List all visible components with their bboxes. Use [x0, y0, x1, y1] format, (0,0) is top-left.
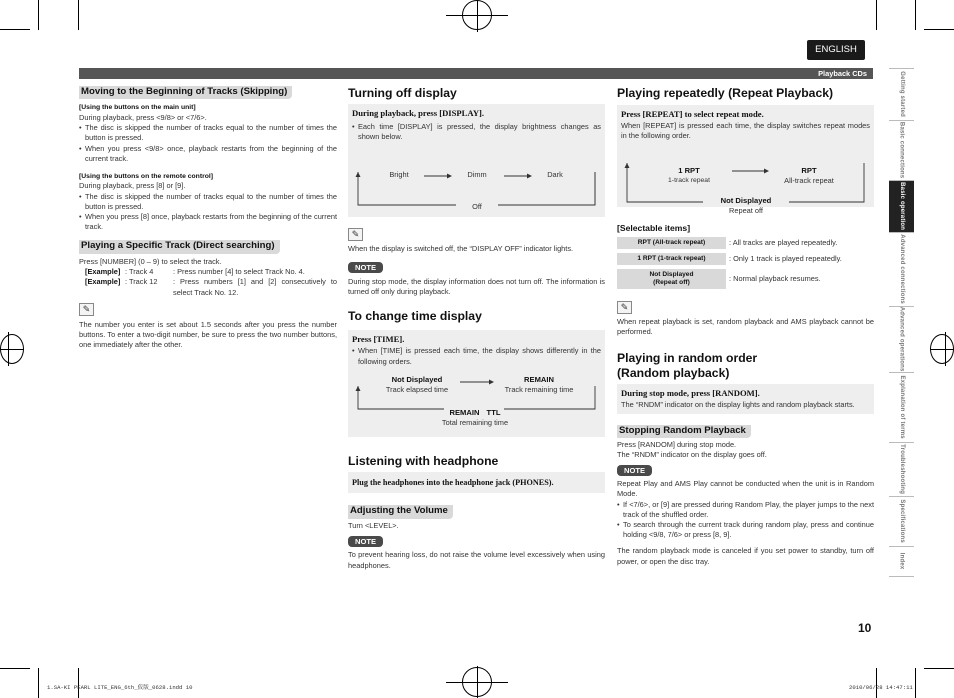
dimm-label: Dimm — [467, 170, 487, 180]
turnoff-box-bullet: • Each time [DISPLAY] is pressed, the display brightness changes as shown below. — [352, 122, 601, 142]
crop-mark — [0, 29, 30, 30]
example-track: : Track 4 — [125, 267, 154, 277]
side-tab-label: Explanation of terms — [898, 375, 905, 440]
random-note-bullet-1: • If <7/6>, or [9] are pressed during Random Play, the player jumps to the next track of the shuffled order. — [617, 500, 874, 520]
right-column — [617, 86, 874, 567]
headphone-title: Listening with headphone — [348, 453, 499, 468]
crop-mark — [915, 668, 916, 698]
side-tab-label: Getting started — [898, 71, 905, 118]
repeat-box-heading: Press [REPEAT] to select repeat mode. — [621, 109, 764, 120]
time-box-bullet: • When [TIME] is pressed each time, the display shows differently in the following orders. — [352, 346, 601, 366]
selectable-row-3 — [617, 269, 874, 289]
remote-line: During playback, press [8] or [9]. — [79, 181, 186, 191]
turnoff-box-heading: During playback, press [DISPLAY]. — [352, 108, 485, 119]
volume-title: Adjusting the Volume — [348, 505, 453, 518]
selectable-desc: : All tracks are played repeatedly. — [729, 237, 838, 247]
crop-mark — [876, 668, 877, 698]
registration-mark — [477, 666, 478, 698]
selectable-desc: : Normal playback resumes. — [729, 273, 821, 283]
elapsed-label: Track elapsed time — [385, 384, 449, 394]
main-unit-bullet-2: • When you press <9/8> once, playback restarts from the beginning of the current track. — [79, 144, 337, 164]
turnoff-title: Turning off display — [348, 86, 457, 100]
example-2 — [79, 277, 337, 297]
registration-mark — [945, 332, 946, 366]
bright-label: Bright — [389, 170, 409, 180]
crop-mark — [78, 0, 79, 30]
note-badge: NOTE — [348, 536, 383, 547]
remaining-label: Track remaining time — [504, 384, 574, 394]
side-tab-basic-operation[interactable] — [889, 181, 914, 233]
footer-timestamp: 2010/06/28 14:47:11 — [849, 684, 913, 691]
repeat-title: Playing repeatedly (Repeat Playback) — [617, 86, 834, 100]
side-tab-getting-started[interactable] — [889, 69, 914, 121]
time-box-heading: Press [TIME]. — [352, 333, 405, 344]
side-tab-label: Index — [898, 553, 905, 570]
side-tab-basic-connections[interactable] — [889, 121, 914, 181]
volume-line: Turn <LEVEL>. — [348, 520, 399, 530]
volume-note: To prevent hearing loss, do not raise the volume level excessively when using headphones. — [348, 550, 605, 570]
note-badge: NOTE — [348, 262, 383, 273]
note-badge: NOTE — [617, 465, 652, 476]
headphone-box-text: Plug the headphones into the headphone jack (PHONES). — [352, 477, 554, 487]
registration-mark — [8, 332, 9, 366]
total-remaining-label: Total remaining time — [441, 417, 509, 427]
selectable-row-1 — [617, 237, 874, 249]
page-number: 10 — [858, 621, 872, 635]
selectable-desc: : Only 1 track is played repeatedly. — [729, 253, 842, 263]
example-action: : Press number [4] to select Track No. 4. — [173, 267, 305, 277]
side-tab-explanation-of-terms[interactable] — [889, 373, 914, 443]
crop-mark — [876, 0, 877, 30]
random-box-text: The “RNDM” indicator on the display lights and random playback starts. — [621, 399, 855, 409]
section-bar — [79, 68, 873, 79]
example-1 — [79, 267, 337, 277]
footer-file-info: 1.SA-KI PEARL LITE_ENG_6th_仮版_0628.indd 10 — [47, 684, 193, 691]
pencil-icon: ✎ — [617, 301, 632, 314]
left-column — [79, 86, 337, 350]
main-unit-heading: [Using the buttons on the main unit] — [79, 104, 196, 112]
section-bar-label: Playback CDs — [818, 69, 867, 78]
side-tab-advanced-operations[interactable] — [889, 307, 914, 373]
side-tab-label: Troubleshooting — [898, 444, 905, 495]
headphone-box — [348, 472, 605, 493]
example-action: : Press numbers [1] and [2] consecutively to select Track No. 12. — [173, 277, 337, 297]
direct-title: Playing a Specific Track (Direct searching) — [79, 240, 280, 253]
side-tab-specifications[interactable] — [889, 497, 914, 547]
repeat-tip: When repeat playback is set, random playback and AMS playback cannot be performed. — [617, 316, 874, 336]
rpt-sub-label: All-track repeat — [784, 176, 834, 186]
selectable-tag: 1 RPT (1-track repeat) — [617, 253, 726, 265]
rpt-label: RPT — [801, 166, 817, 176]
registration-mark — [0, 349, 24, 350]
registration-mark — [930, 349, 954, 350]
turnoff-note: During stop mode, the display information does not turn off. The information is turned off only during playback. — [348, 276, 605, 297]
remote-heading: [Using the buttons on the remote control] — [79, 172, 214, 180]
side-tab-label: Basic connections — [898, 122, 905, 179]
stop-random-title: Stopping Random Playback — [617, 425, 751, 438]
random-note: Repeat Play and AMS Play cannot be conducted when the unit is in Random Mode. — [617, 479, 874, 499]
middle-column — [348, 86, 605, 571]
repeat-box — [617, 105, 874, 216]
random-box-heading: During stop mode, press [RANDOM]. — [621, 387, 760, 398]
skip-title: Moving to the Beginning of Tracks (Skipping) — [79, 86, 292, 99]
rpt1-sub-label: 1-track repeat — [668, 177, 710, 185]
time-title: To change time display — [348, 309, 482, 324]
crop-mark — [0, 668, 30, 669]
example-track: : Track 12 — [125, 277, 158, 287]
pencil-icon: ✎ — [348, 228, 363, 241]
repeat-box-text: When [REPEAT] is pressed each time, the display switches repeat modes in the following order. — [621, 121, 870, 141]
random-box — [617, 384, 874, 414]
direct-tip: The number you enter is set about 1.5 seconds after you press the number buttons. To enter a two-digit number, be sure to press the two number buttons, one immediately after the other. — [79, 319, 337, 350]
dark-label: Dark — [547, 170, 563, 180]
pencil-icon: ✎ — [79, 303, 94, 316]
side-tab-label: Specifications — [898, 499, 905, 544]
turnoff-tip: When the display is switched off, the “DISPLAY OFF” indicator lights. — [348, 244, 574, 254]
random-title-1: Playing in random order — [617, 351, 758, 366]
remain-label: REMAIN — [524, 374, 554, 384]
crop-mark — [924, 29, 954, 30]
language-tab[interactable]: ENGLISH — [807, 40, 865, 60]
random-note-bullet-2: • To search through the current track during random play, press and continue holding <9/8, 7/6> or press [8, 9]. — [617, 520, 874, 540]
side-tab-label: Advanced operations — [898, 307, 905, 372]
selectable-tag: RPT (All-track repeat) — [617, 237, 726, 249]
side-tab-label: Basic operation — [898, 182, 905, 231]
rpt1-label: 1 RPT — [678, 166, 700, 176]
turnoff-box — [348, 104, 605, 217]
remote-bullet-2: • When you press [8] once, playback restarts from the beginning of the current track. — [79, 212, 337, 232]
side-tab-troubleshooting[interactable] — [889, 443, 914, 497]
selectable-tag: Not Displayed (Repeat off) — [617, 269, 726, 289]
selectable-row-2 — [617, 253, 874, 265]
time-box — [348, 330, 605, 437]
main-unit-bullet-1: • The disc is skipped the number of tracks equal to the number of times the button is pressed. — [79, 123, 337, 143]
crop-mark — [924, 668, 954, 669]
random-title-2: (Random playback) — [617, 366, 730, 381]
remain-ttl-label: REMAIN TTL — [449, 407, 501, 417]
selectable-heading: [Selectable items] — [617, 223, 691, 234]
side-tab-label: Advanced connections — [898, 234, 905, 305]
repeat-off-sub-label: Repeat off — [729, 206, 763, 216]
off-label: Off — [456, 202, 498, 212]
main-unit-line: During playback, press <9/8> or <7/6>. — [79, 112, 207, 122]
crop-mark — [38, 0, 39, 30]
example-label: [Example] — [85, 277, 121, 287]
crop-mark — [38, 668, 39, 698]
side-tab-index[interactable] — [889, 547, 914, 577]
crop-mark — [915, 0, 916, 30]
not-displayed-label: Not Displayed — [391, 374, 443, 384]
repeat-off-label: Not Displayed — [720, 196, 772, 206]
stop-line-1: Press [RANDOM] during stop mode. — [617, 440, 737, 450]
example-label: [Example] — [85, 267, 121, 277]
side-tab-advanced-connections[interactable] — [889, 233, 914, 307]
random-final-text: The random playback mode is canceled if you set power to standby, turn off power, or open the disc tray. — [617, 546, 874, 566]
registration-mark — [477, 0, 478, 32]
stop-line-2: The “RNDM” indicator on the display goes off. — [617, 450, 767, 460]
remote-bullet-1: • The disc is skipped the number of tracks equal to the number of times the button is pressed. — [79, 192, 337, 212]
direct-line: Press [NUMBER] (0 – 9) to select the track. — [79, 256, 222, 266]
crop-mark — [78, 668, 79, 698]
